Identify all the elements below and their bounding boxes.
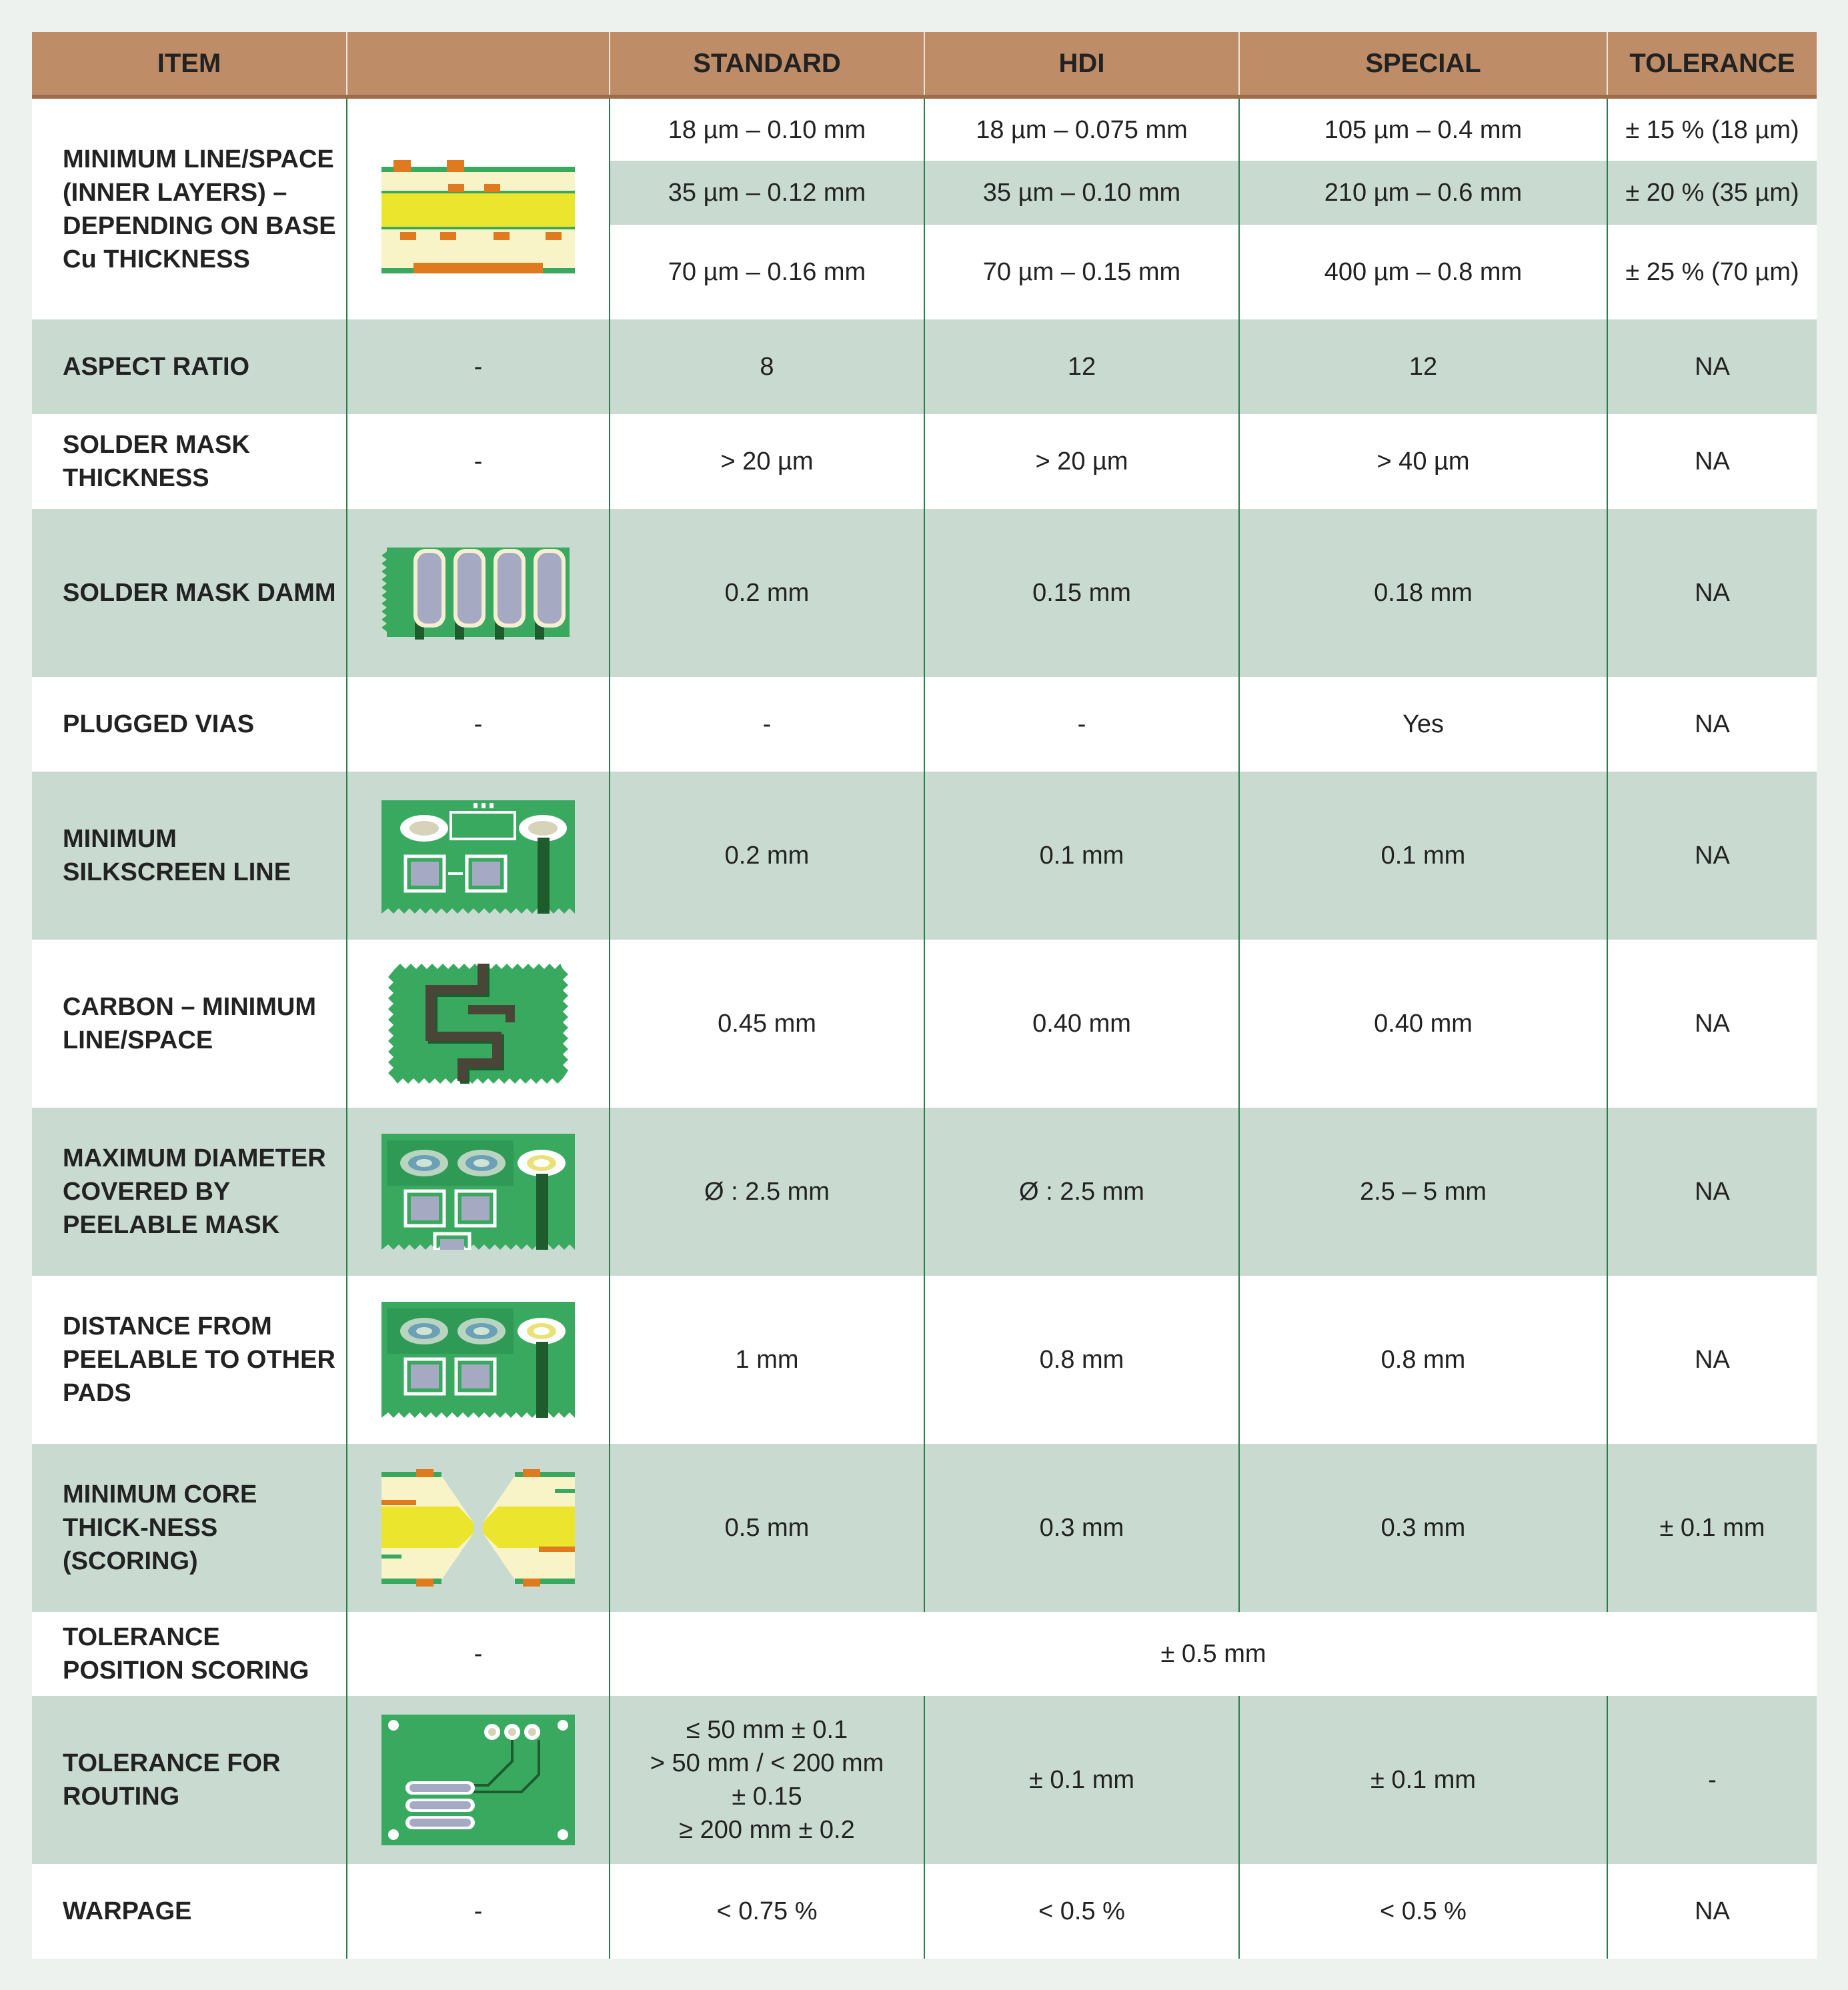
peelable-distance-icon bbox=[347, 1276, 610, 1444]
cell-merged-value: ± 0.5 mm bbox=[610, 1612, 1817, 1696]
cell-special: ± 0.1 mm bbox=[1239, 1696, 1607, 1864]
cell-special: Yes bbox=[1239, 677, 1607, 772]
row-label: SOLDER MASK THICKNESS bbox=[32, 414, 347, 509]
cell-hdi: ± 0.1 mm bbox=[924, 1696, 1239, 1864]
cell-hdi: 0.1 mm bbox=[924, 772, 1239, 940]
table-row bbox=[32, 1276, 1817, 1444]
cell-hdi: 0.3 mm bbox=[924, 1444, 1239, 1612]
cell-standard: - bbox=[610, 677, 924, 772]
cell-tolerance: NA bbox=[1607, 772, 1817, 940]
routing-standard-line: ≤ 50 mm ± 0.1 bbox=[686, 1716, 848, 1744]
cell-special: < 0.5 % bbox=[1239, 1864, 1607, 1959]
line-space-standard-35: 35 µm – 0.12 mm bbox=[610, 161, 924, 225]
table-row bbox=[32, 1696, 1817, 1864]
cell-standard: > 20 µm bbox=[610, 414, 924, 509]
line-space-tolerance-70: ± 25 % (70 µm) bbox=[1607, 225, 1817, 319]
cell-tolerance: NA bbox=[1607, 677, 1817, 772]
carbon-trace-icon bbox=[347, 940, 610, 1108]
routing-standard-line: ≥ 200 mm ± 0.2 bbox=[679, 1816, 855, 1844]
peelable-mask-icon bbox=[347, 1108, 610, 1276]
header-item: ITEM bbox=[32, 32, 347, 97]
cell-standard: 0.45 mm bbox=[610, 940, 924, 1108]
cell-hdi: 0.8 mm bbox=[924, 1276, 1239, 1444]
solder-mask-dam-icon bbox=[347, 509, 610, 677]
cell-tolerance: NA bbox=[1607, 940, 1817, 1108]
header-row bbox=[32, 32, 1817, 97]
cell-special: 0.18 mm bbox=[1239, 509, 1607, 677]
cell-standard: 0.2 mm bbox=[610, 509, 924, 677]
cell-hdi: > 20 µm bbox=[924, 414, 1239, 509]
line-space-standard-70: 70 µm – 0.16 mm bbox=[610, 225, 924, 319]
row-label: WARPAGE bbox=[32, 1864, 347, 1959]
row-label: ASPECT RATIO bbox=[32, 319, 347, 414]
spec-sheet bbox=[32, 32, 1817, 1958]
row-label: DISTANCE FROM PEELABLE TO OTHER PADS bbox=[32, 1276, 347, 1444]
image-placeholder: - bbox=[347, 677, 610, 772]
cell-special: 0.40 mm bbox=[1239, 940, 1607, 1108]
image-placeholder: - bbox=[347, 1612, 610, 1696]
cell-hdi: Ø : 2.5 mm bbox=[924, 1108, 1239, 1276]
table-row bbox=[32, 97, 1817, 161]
cell-special: 0.3 mm bbox=[1239, 1444, 1607, 1612]
cell-special: 0.8 mm bbox=[1239, 1276, 1607, 1444]
cell-tolerance: - bbox=[1607, 1696, 1817, 1864]
table-row bbox=[32, 677, 1817, 772]
line-space-standard-18: 18 µm – 0.10 mm bbox=[610, 97, 924, 161]
header-standard: STANDARD bbox=[610, 32, 924, 97]
line-space-tolerance-18: ± 15 % (18 µm) bbox=[1607, 97, 1817, 161]
routing-standard-cell bbox=[610, 1696, 924, 1864]
image-placeholder: - bbox=[347, 319, 610, 414]
cell-standard: < 0.75 % bbox=[610, 1864, 924, 1959]
row-label: MAXIMUM DIAMETER COVERED BY PEELABLE MASK bbox=[32, 1108, 347, 1276]
table-row bbox=[32, 319, 1817, 414]
row-label: MINIMUM SILKSCREEN LINE bbox=[32, 772, 347, 940]
table-row bbox=[32, 1444, 1817, 1612]
cell-hdi: - bbox=[924, 677, 1239, 772]
row-label: TOLERANCE FOR ROUTING bbox=[32, 1696, 347, 1864]
cell-special: 0.1 mm bbox=[1239, 772, 1607, 940]
cell-hdi: 0.40 mm bbox=[924, 940, 1239, 1108]
cell-hdi: 0.15 mm bbox=[924, 509, 1239, 677]
cell-tolerance: NA bbox=[1607, 1864, 1817, 1959]
cell-tolerance: NA bbox=[1607, 414, 1817, 509]
cell-tolerance: NA bbox=[1607, 1108, 1817, 1276]
cell-standard: 8 bbox=[610, 319, 924, 414]
table-row bbox=[32, 940, 1817, 1108]
table-row bbox=[32, 1612, 1817, 1696]
row-label: MINIMUM CORE THICK-NESS (SCORING) bbox=[32, 1444, 347, 1612]
header-special: SPECIAL bbox=[1239, 32, 1607, 97]
row-label: CARBON – MINIMUM LINE/SPACE bbox=[32, 940, 347, 1108]
cell-tolerance: ± 0.1 mm bbox=[1607, 1444, 1817, 1612]
cell-special: 2.5 – 5 mm bbox=[1239, 1108, 1607, 1276]
routing-standard-line: ± 0.15 bbox=[732, 1783, 802, 1811]
cell-standard: 0.2 mm bbox=[610, 772, 924, 940]
line-space-special-35: 210 µm – 0.6 mm bbox=[1239, 161, 1607, 225]
row-label: TOLERANCE POSITION SCORING bbox=[32, 1612, 347, 1696]
header-hdi: HDI bbox=[924, 32, 1239, 97]
line-space-hdi-35: 35 µm – 0.10 mm bbox=[924, 161, 1239, 225]
header-tolerance: TOLERANCE bbox=[1607, 32, 1817, 97]
row-label: MINIMUM LINE/SPACE (INNER LAYERS) – DEPENDING ON BASE Cu THICKNESS bbox=[32, 97, 347, 319]
scoring-cross-section-icon bbox=[347, 1444, 610, 1612]
header-image bbox=[347, 32, 610, 97]
line-space-tolerance-35: ± 20 % (35 µm) bbox=[1607, 161, 1817, 225]
table-row bbox=[32, 509, 1817, 677]
cell-tolerance: NA bbox=[1607, 319, 1817, 414]
line-space-hdi-70: 70 µm – 0.15 mm bbox=[924, 225, 1239, 319]
table-row bbox=[32, 1864, 1817, 1959]
spec-table bbox=[32, 32, 1817, 1959]
table-row bbox=[32, 1108, 1817, 1276]
cell-hdi: 12 bbox=[924, 319, 1239, 414]
line-space-hdi-18: 18 µm – 0.075 mm bbox=[924, 97, 1239, 161]
image-placeholder: - bbox=[347, 414, 610, 509]
cell-tolerance: NA bbox=[1607, 1276, 1817, 1444]
routing-board-icon bbox=[347, 1696, 610, 1864]
silkscreen-board-icon bbox=[347, 772, 610, 940]
cell-special: > 40 µm bbox=[1239, 414, 1607, 509]
table-row bbox=[32, 772, 1817, 940]
cell-standard: Ø : 2.5 mm bbox=[610, 1108, 924, 1276]
routing-standard-line: > 50 mm / < 200 mm bbox=[650, 1749, 884, 1777]
cell-standard: 1 mm bbox=[610, 1276, 924, 1444]
inner-layers-cross-section-icon bbox=[347, 97, 610, 319]
line-space-special-18: 105 µm – 0.4 mm bbox=[1239, 97, 1607, 161]
table-row bbox=[32, 414, 1817, 509]
cell-special: 12 bbox=[1239, 319, 1607, 414]
cell-standard: 0.5 mm bbox=[610, 1444, 924, 1612]
image-placeholder: - bbox=[347, 1864, 610, 1959]
row-label: SOLDER MASK DAMM bbox=[32, 509, 347, 677]
row-label: PLUGGED VIAS bbox=[32, 677, 347, 772]
cell-hdi: < 0.5 % bbox=[924, 1864, 1239, 1959]
cell-tolerance: NA bbox=[1607, 509, 1817, 677]
line-space-special-70: 400 µm – 0.8 mm bbox=[1239, 225, 1607, 319]
